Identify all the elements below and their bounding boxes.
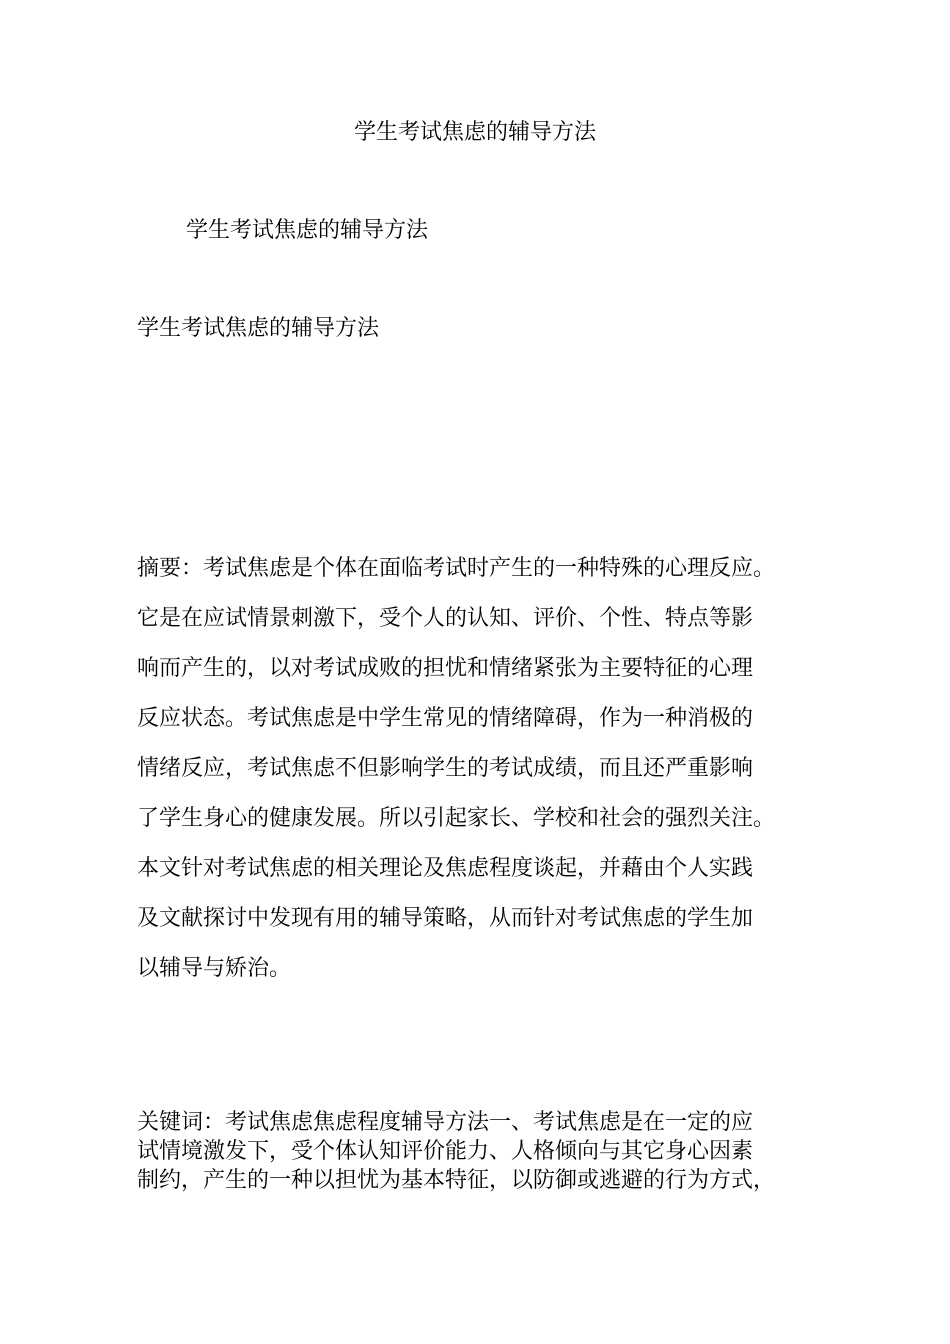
abstract-line: 了学生身心的健康发展。所以引起家长、学校和社会的强烈关注。 <box>137 806 776 831</box>
abstract-line: 情绪反应，考试焦虑不但影响学生的考试成绩，而且还严重影响 <box>137 756 754 781</box>
abstract-line: 它是在应试情景刺激下，受个人的认知、评价、个性、特点等影 <box>137 606 754 631</box>
page-title: 学生考试焦虑的辅导方法 <box>353 120 596 145</box>
abstract-line: 及文献探讨中发现有用的辅导策略，从而针对考试焦虑的学生加 <box>137 906 754 931</box>
abstract-line: 响而产生的，以对考试成败的担忧和情绪紧张为主要特征的心理 <box>137 656 754 681</box>
keywords-line: 试情境激发下，受个体认知评价能力、人格倾向与其它身心因素 <box>137 1139 754 1164</box>
abstract-line: 本文针对考试焦虑的相关理论及焦虑程度谈起，并藉由个人实践 <box>137 856 754 881</box>
keywords-line: 关键词：考试焦虑焦虑程度辅导方法一、考试焦虑是在一定的应 <box>137 1110 754 1135</box>
section-heading: 学生考试焦虑的辅导方法 <box>137 316 380 341</box>
abstract-line: 摘要：考试焦虑是个体在面临考试时产生的一种特殊的心理反应。 <box>137 556 776 581</box>
abstract-line: 以辅导与矫治。 <box>137 956 292 981</box>
subtitle-heading: 学生考试焦虑的辅导方法 <box>186 218 429 243</box>
abstract-line: 反应状态。考试焦虑是中学生常见的情绪障碍，作为一种消极的 <box>137 706 754 731</box>
keywords-paragraph <box>137 1108 775 1195</box>
abstract-paragraph <box>137 552 775 1002</box>
keywords-line: 制约，产生的一种以担忧为基本特征，以防御或逃避的行为方式， <box>137 1168 776 1193</box>
